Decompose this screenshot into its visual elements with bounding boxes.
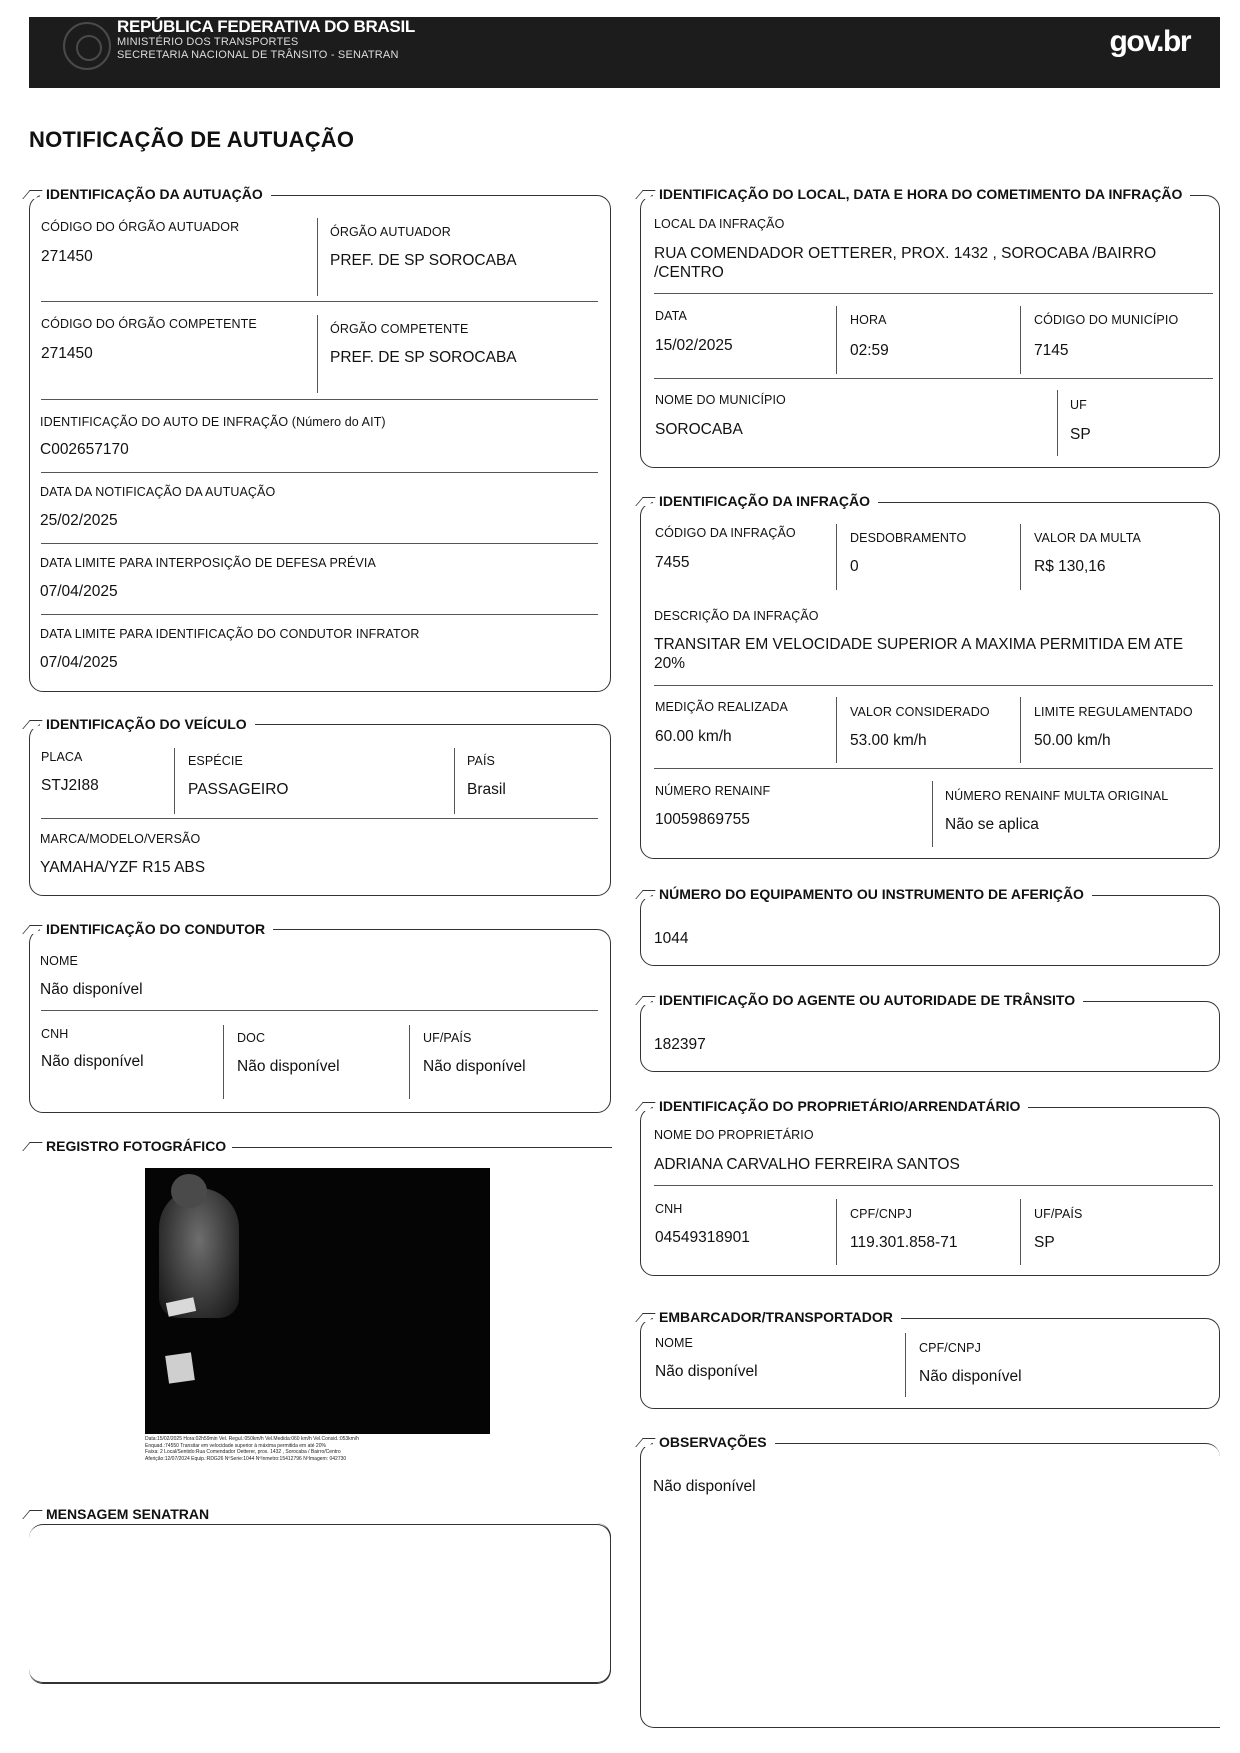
value-valor-multa: R$ 130,16 [1034, 558, 1106, 575]
value-proprietario-uf: SP [1034, 1234, 1055, 1251]
value-descricao-line2: 20% [654, 655, 686, 672]
section-proprietario-title: IDENTIFICAÇÃO DO PROPRIETÁRIO/ARRENDATÁRIO [653, 1098, 1028, 1114]
divider [836, 697, 837, 763]
divider [654, 378, 1213, 379]
divider [1020, 697, 1021, 763]
label-condutor-nome: NOME [40, 954, 78, 968]
section-condutor [29, 929, 611, 1113]
value-proprietario-cpf: 119.301.858-71 [850, 1234, 958, 1251]
header-bar [29, 17, 1220, 88]
value-data: 15/02/2025 [655, 337, 733, 354]
label-cod-orgao-autuador: CÓDIGO DO ÓRGÃO AUTUADOR [41, 220, 240, 234]
value-condutor-cnh: Não disponível [41, 1053, 144, 1070]
label-descricao: DESCRIÇÃO DA INFRAÇÃO [654, 609, 819, 623]
value-cod-orgao-autuador: 271450 [41, 248, 93, 265]
divider [654, 768, 1213, 769]
divider [654, 293, 1213, 294]
photo-rider [159, 1188, 239, 1318]
section-local-title: IDENTIFICAÇÃO DO LOCAL, DATA E HORA DO COMETIMENTO DA INFRAÇÃO [653, 186, 1190, 202]
divider [1020, 1199, 1021, 1265]
value-orgao-competente: PREF. DE SP SOROCABA [330, 349, 517, 366]
divider [836, 524, 837, 590]
label-valor-multa: VALOR DA MULTA [1034, 531, 1141, 545]
label-data: DATA [655, 309, 687, 323]
label-marca: MARCA/MODELO/VERSÃO [40, 832, 201, 846]
section-veiculo-title: IDENTIFICAÇÃO DO VEÍCULO [40, 716, 255, 732]
label-limite-regulamentado: LIMITE REGULAMENTADO [1034, 705, 1193, 719]
label-valor-considerado: VALOR CONSIDERADO [850, 705, 990, 719]
value-uf: SP [1070, 426, 1091, 443]
divider [174, 748, 175, 814]
value-cod-municipio: 7145 [1034, 342, 1069, 359]
label-data-notificacao: DATA DA NOTIFICAÇÃO DA AUTUAÇÃO [40, 485, 276, 499]
label-renainf-original: NÚMERO RENAINF MULTA ORIGINAL [945, 789, 1169, 803]
divider [654, 1185, 1213, 1186]
header-secretariat: SECRETARIA NACIONAL DE TRÂNSITO - SENATRAN [117, 49, 399, 61]
value-limite-defesa: 07/04/2025 [40, 583, 118, 600]
label-orgao-autuador: ÓRGÃO AUTUADOR [330, 225, 451, 239]
divider [41, 818, 598, 819]
divider [905, 1333, 906, 1397]
value-nome-municipio: SOROCABA [655, 421, 743, 438]
label-proprietario-nome: NOME DO PROPRIETÁRIO [654, 1128, 814, 1142]
value-limite-condutor: 07/04/2025 [40, 654, 118, 671]
value-embarcador-nome: Não disponível [655, 1363, 758, 1380]
divider [41, 614, 598, 615]
header-ministry: MINISTÉRIO DOS TRANSPORTES [117, 36, 299, 48]
label-nome-municipio: NOME DO MUNICÍPIO [655, 393, 786, 407]
value-proprietario-nome: ADRIANA CARVALHO FERREIRA SANTOS [654, 1156, 960, 1173]
section-agente [640, 1001, 1220, 1072]
section-condutor-title: IDENTIFICAÇÃO DO CONDUTOR [40, 921, 273, 937]
value-agente: 182397 [654, 1036, 706, 1053]
divider [1020, 306, 1021, 374]
value-local-line2: /CENTRO [654, 264, 724, 281]
infraction-photo [145, 1168, 490, 1434]
label-limite-defesa: DATA LIMITE PARA INTERPOSIÇÃO DE DEFESA PRÉVIA [40, 556, 376, 570]
header-title: REPÚBLICA FEDERATIVA DO BRASIL [117, 17, 415, 36]
label-renainf: NÚMERO RENAINF [655, 784, 771, 798]
section-infracao-title: IDENTIFICAÇÃO DA INFRAÇÃO [653, 493, 878, 509]
label-cod-municipio: CÓDIGO DO MUNICÍPIO [1034, 313, 1179, 327]
value-marca: YAMAHA/YZF R15 ABS [40, 859, 206, 876]
label-hora: HORA [850, 313, 887, 327]
divider [836, 306, 837, 374]
section-observacoes-title: OBSERVAÇÕES [653, 1434, 775, 1450]
section-embarcador-title: EMBARCADOR/TRANSPORTADOR [653, 1309, 901, 1325]
value-renainf: 10059869755 [655, 811, 750, 828]
label-limite-condutor: DATA LIMITE PARA IDENTIFICAÇÃO DO CONDUTOR INFRATOR [40, 627, 420, 641]
divider [223, 1025, 224, 1099]
divider [41, 1010, 598, 1011]
label-ait: IDENTIFICAÇÃO DO AUTO DE INFRAÇÃO (Número do AIT) [40, 415, 386, 429]
value-observacoes: Não disponível [653, 1478, 756, 1495]
label-desdobramento: DESDOBRAMENTO [850, 531, 967, 545]
divider [654, 685, 1213, 686]
section-senatran-title: MENSAGEM SENATRAN [40, 1506, 217, 1522]
divider [41, 301, 598, 302]
label-medicao: MEDIÇÃO REALIZADA [655, 700, 788, 714]
section-senatran-frame [29, 1524, 611, 1684]
label-placa: PLACA [41, 750, 83, 764]
label-proprietario-cnh: CNH [655, 1202, 683, 1216]
divider [41, 543, 598, 544]
value-renainf-original: Não se aplica [945, 816, 1039, 833]
value-especie: PASSAGEIRO [188, 781, 289, 798]
label-embarcador-cpf: CPF/CNPJ [919, 1341, 981, 1355]
label-local: LOCAL DA INFRAÇÃO [654, 217, 785, 231]
value-equipamento: 1044 [654, 930, 689, 947]
section-infracao [640, 502, 1220, 859]
value-codigo-infracao: 7455 [655, 554, 690, 571]
value-data-notificacao: 25/02/2025 [40, 512, 118, 529]
document-title: NOTIFICAÇÃO DE AUTUAÇÃO [29, 127, 355, 152]
divider [317, 218, 318, 296]
value-valor-considerado: 53.00 km/h [850, 732, 927, 749]
value-placa: STJ2I88 [41, 777, 99, 794]
section-foto-title: REGISTRO FOTOGRÁFICO [40, 1138, 234, 1154]
value-medicao: 60.00 km/h [655, 728, 732, 745]
photo-license-plate [165, 1352, 195, 1383]
label-codigo-infracao: CÓDIGO DA INFRAÇÃO [655, 526, 796, 540]
value-orgao-autuador: PREF. DE SP SOROCABA [330, 252, 517, 269]
photo-helmet [171, 1174, 207, 1208]
section-equipamento [640, 895, 1220, 966]
label-orgao-competente: ÓRGÃO COMPETENTE [330, 322, 469, 336]
value-local-line1: RUA COMENDADOR OETTERER, PROX. 1432 , SOROCABA /BAIRRO [654, 245, 1157, 262]
coat-of-arms-icon [63, 22, 111, 70]
value-condutor-nome: Não disponível [40, 981, 143, 998]
value-descricao-line1: TRANSITAR EM VELOCIDADE SUPERIOR A MAXIMA PERMITIDA EM ATE [654, 636, 1184, 653]
label-pais: PAÍS [467, 754, 495, 768]
label-condutor-doc: DOC [237, 1031, 266, 1045]
divider [232, 1147, 612, 1148]
label-condutor-uf: UF/PAÍS [423, 1031, 472, 1045]
divider [1020, 524, 1021, 590]
label-proprietario-uf: UF/PAÍS [1034, 1207, 1083, 1221]
value-cod-orgao-competente: 271450 [41, 345, 93, 362]
value-hora: 02:59 [850, 342, 889, 359]
photo-caption: Data:15/02/2025 Hora:02h59min Vel. Regul.:050km/h Vel.Medida:060 km/h Vel.Consid.:053km/h Enquad.:74550 Transitar em velocidade superior à máxima permitida em até 20% Faixa: 2 Local/Sentido:Rua Comendador Oetterer, prox. 1432 , Sorocaba / Bairro/Centro Aferição:12/07/2024 Equip.:RDG26 NºSerie:1044 NºInmetro:15412796 NºImagem: 042730 [145, 1436, 360, 1462]
divider [454, 748, 455, 814]
label-embarcador-nome: NOME [655, 1336, 693, 1350]
divider [836, 1199, 837, 1265]
section-equipamento-title: NÚMERO DO EQUIPAMENTO OU INSTRUMENTO DE AFERIÇÃO [653, 886, 1092, 902]
value-pais: Brasil [467, 781, 506, 798]
divider [409, 1025, 410, 1099]
section-autuacao-title: IDENTIFICAÇÃO DA AUTUAÇÃO [40, 186, 271, 202]
value-condutor-uf: Não disponível [423, 1058, 526, 1075]
divider [317, 315, 318, 393]
divider [41, 472, 598, 473]
label-especie: ESPÉCIE [188, 754, 243, 768]
label-condutor-cnh: CNH [41, 1027, 69, 1041]
value-embarcador-cpf: Não disponível [919, 1368, 1022, 1385]
section-agente-title: IDENTIFICAÇÃO DO AGENTE OU AUTORIDADE DE TRÂNSITO [653, 992, 1083, 1008]
divider [1057, 390, 1058, 456]
value-proprietario-cnh: 04549318901 [655, 1229, 750, 1246]
label-proprietario-cpf: CPF/CNPJ [850, 1207, 912, 1221]
govbr-logo: gov.br [1109, 25, 1190, 58]
divider [932, 781, 933, 847]
value-desdobramento: 0 [850, 558, 859, 575]
label-uf: UF [1070, 398, 1087, 412]
label-cod-orgao-competente: CÓDIGO DO ÓRGÃO COMPETENTE [41, 317, 257, 331]
value-condutor-doc: Não disponível [237, 1058, 340, 1075]
value-limite-regulamentado: 50.00 km/h [1034, 732, 1111, 749]
divider [41, 399, 598, 400]
value-ait: C002657170 [40, 441, 129, 458]
